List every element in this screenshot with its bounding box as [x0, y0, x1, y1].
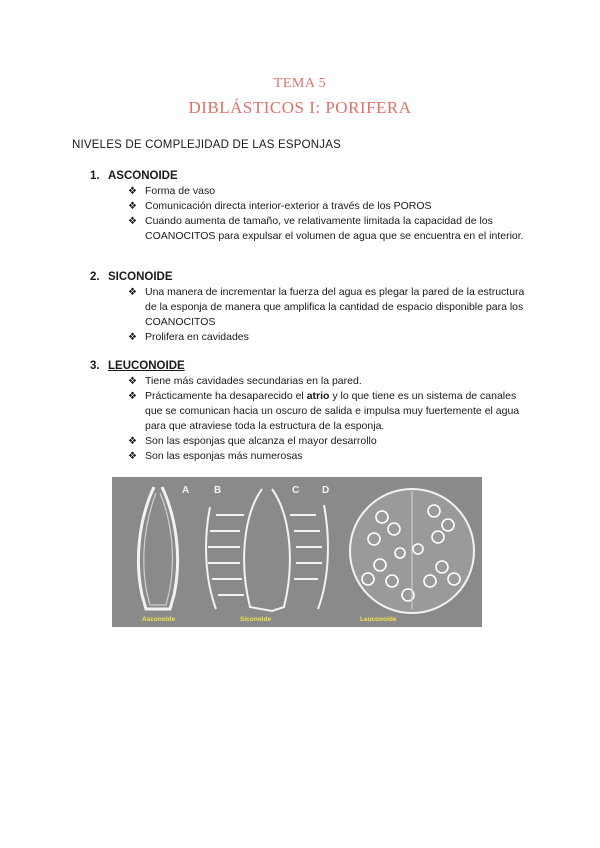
list-item: ❖ Son las esponjas que alcanza el mayor desarrollo [128, 435, 377, 447]
diamond-bullet-icon: ❖ [128, 436, 137, 447]
diamond-bullet-icon: ❖ [128, 201, 137, 212]
item-title: ASCONOIDE [108, 170, 178, 182]
sponge-types-figure [112, 477, 482, 627]
diamond-bullet-icon: ❖ [128, 376, 137, 387]
figure-letter: A [182, 485, 190, 496]
diamond-bullet-icon: ❖ [128, 216, 137, 227]
level-leuconoide [90, 360, 530, 464]
figure-letter: D [322, 485, 330, 496]
bullet-list [90, 374, 530, 464]
list-item: ❖ Son las esponjas más numerosas [128, 450, 303, 462]
bullet-list [90, 184, 530, 244]
figure-caption: Siconoide [240, 616, 272, 623]
diamond-bullet-icon: ❖ [128, 332, 137, 343]
level-asconoide [90, 170, 530, 244]
diamond-bullet-icon: ❖ [128, 186, 137, 197]
level-siconoide [90, 271, 530, 345]
diamond-bullet-icon: ❖ [128, 287, 137, 298]
list-item: ❖ Cuando aumenta de tamaño, ve relativamente limitada la capacidad de los COANOCITOS para expulsar el volumen de agua que se encuentra en el interior. [128, 215, 524, 242]
figure-caption: Leuconoide [360, 616, 397, 623]
figure-caption: Asconoide [142, 616, 176, 623]
section-heading: NIVELES DE COMPLEJIDAD DE LAS ESPONJAS [72, 139, 341, 151]
list-item: ❖ Forma de vaso [128, 185, 216, 197]
list-item: ❖ Una manera de incrementar la fuerza del agua es plegar la pared de la estructura de la esponja de manera que amplifica la cantidad de espacio disponible para los COANOCITOS [128, 286, 525, 328]
figure-letter: B [214, 485, 222, 496]
list-item: ❖ Comunicación directa interior-exterior a través de los POROS [128, 200, 432, 212]
bullet-list [90, 285, 530, 345]
item-number: 3. [90, 360, 100, 372]
list-item: ❖ Prácticamente ha desaparecido el atrio y lo que tiene es un sistema de canales que se comunican hacia un oscuro de salida e impulsa muy fuertemente el agua para que atraviese toda la estructura de la esponja. [128, 390, 520, 432]
item-number: 1. [90, 170, 100, 182]
figure-letter: C [292, 485, 300, 496]
sponge-illustration [112, 477, 482, 627]
item-number: 2. [90, 271, 100, 283]
topic-subtitle: DIBLÁSTICOS I: PORIFERA [188, 98, 412, 117]
list-item: ❖ Tiene más cavidades secundarias en la pared. [128, 375, 362, 387]
topic-title: TEMA 5 [273, 76, 327, 91]
diamond-bullet-icon: ❖ [128, 451, 137, 462]
list-item: ❖ Prolifera en cavidades [128, 331, 249, 343]
diamond-bullet-icon: ❖ [128, 391, 137, 402]
item-title: LEUCONOIDE [108, 360, 185, 372]
item-title: SICONOIDE [108, 271, 173, 283]
